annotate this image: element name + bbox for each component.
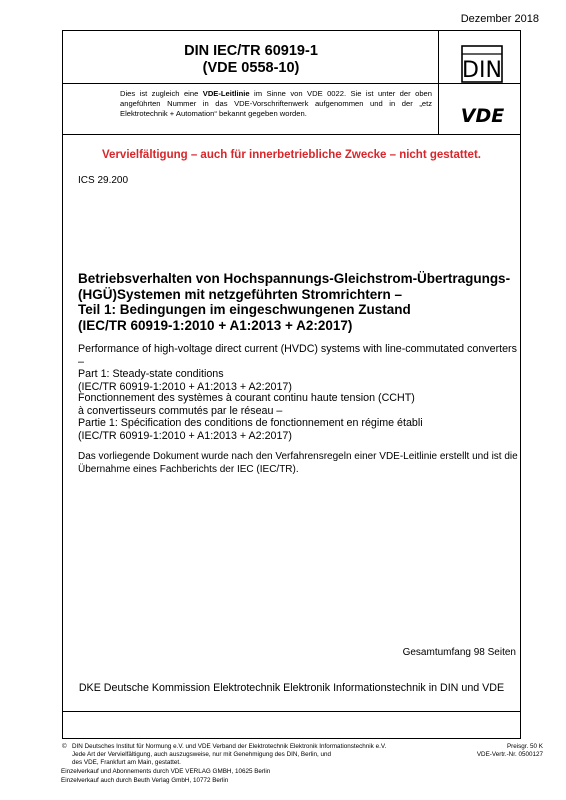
title-page-frame	[62, 30, 521, 739]
svg-text:VDE: VDE	[460, 105, 505, 125]
dke-committee: DKE Deutsche Kommission Elektrotechnik Elektronik Informationstechnik in DIN und VDE	[78, 682, 505, 694]
publication-date: Dezember 2018	[460, 13, 539, 25]
standard-title	[63, 43, 439, 77]
guideline-note: Dies ist zugleich eine VDE-Leitlinie im Sinne von VDE 0022. Sie ist unter der oben angeführten Nummer in das VDE-Vorschriftenwerk aufgenommen und in der „etz Elektrotechnik + Automation“ bekannt gegeben worden.	[120, 89, 432, 119]
footer-rule	[63, 711, 520, 712]
vde-classification: (VDE 0558-10)	[202, 60, 300, 76]
header-bottom-rule	[63, 134, 520, 135]
english-title: Performance of high-voltage direct current (HVDC) systems with line-commutated converters – Part 1: Steady-state conditions (IEC/TR 60919-1:2010 + A1:2013 + A2:2017)	[78, 343, 517, 393]
din-logo	[461, 45, 503, 83]
svg-text:DIN: DIN	[462, 58, 502, 83]
standard-number: DIN IEC/TR 60919-1	[184, 43, 318, 59]
copyright-symbol: ©	[62, 743, 67, 750]
price-group: Preisgr. 50 K	[506, 743, 543, 750]
vde-logo	[455, 105, 510, 125]
reproduction-notice: Vervielfältigung – auch für innerbetriebliche Zwecke – nicht gestattet.	[102, 149, 481, 161]
german-title: Betriebsverhalten von Hochspannungs-Gleichstrom-Übertragungs- (HGÜ)Systemen mit netzgeführten Stromrichtern – Teil 1: Bedingungen im eingeschwungenen Zustand (IEC/TR 60919-1:2010 + A1:2013 + A2:2017)	[78, 271, 511, 333]
ics-code: ICS 29.200	[78, 175, 129, 186]
french-title: Fonctionnement des systèmes à courant continu haute tension (CCHT) à convertisseurs commutés par le réseau – Partie 1: Spécification des conditions de fonctionnement en régime établi (IEC/TR 60919-1:2010 + A1:2013 + A2:2017)	[78, 392, 423, 442]
footer-copyright: © DIN Deutsches Institut für Normung e.V. und VDE Verband der Elektrotechnik Elektronik Informationstechnik e.V. Jede Art der Vervielfältigung, auch auszugsweise, nur mit Genehmigung des DIN, Berlin, und des VDE, Frankfurt am Main, gestattet. Einzelverkauf und Abonnements durch VDE VERLAG GMBH, 10625 Berlin Einzelverkauf auch durch Beuth Verlag GmbH, 10772 Berlin	[61, 743, 387, 784]
adoption-remark: Das vorliegende Dokument wurde nach den Verfahrensregeln einer VDE-Leitlinie erstellt und ist die Übernahme eines Fachberichts der IEC (IEC/TR).	[78, 451, 518, 475]
price-info	[477, 743, 543, 760]
order-number: VDE-Vertr.-Nr. 0500127	[476, 751, 543, 759]
header-rule	[63, 83, 520, 84]
total-pages: Gesamtumfang 98 Seiten	[402, 647, 516, 658]
